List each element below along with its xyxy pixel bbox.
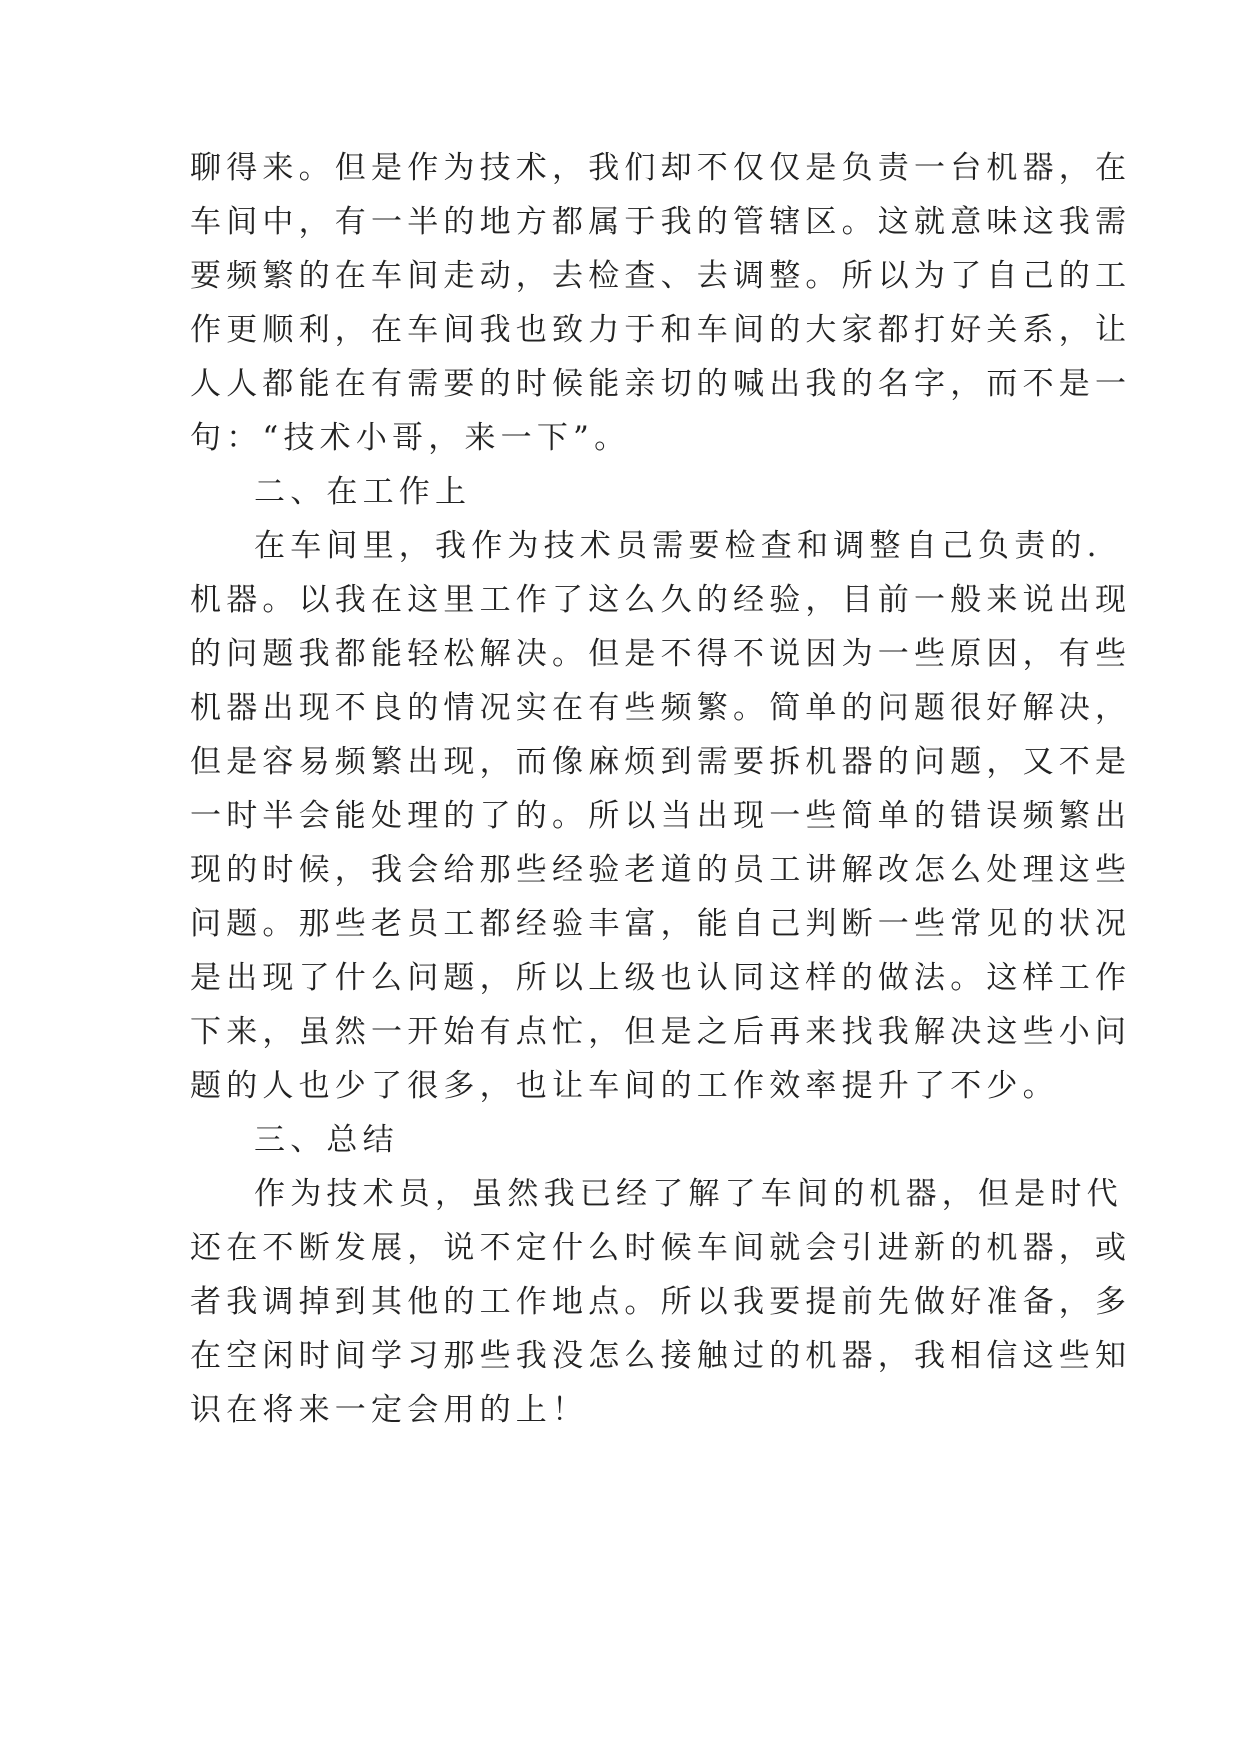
paragraph-line: 现的时候，我会给那些经验老道的员工讲解改怎么处理这些 <box>190 852 1132 888</box>
paragraph-line: 车间中，有一半的地方都属于我的管辖区。这就意味这我需 <box>190 204 1132 240</box>
paragraph-line: 人人都能在有需要的时候能亲切的喊出我的名字，而不是一 <box>190 366 1132 402</box>
paragraph-line: 识在将来一定会用的上！ <box>190 1392 589 1428</box>
paragraph-line: 在车间里，我作为技术员需要检查和调整自己负责的. <box>254 528 1102 564</box>
paragraph-line: 聊得来。但是作为技术，我们却不仅仅是负责一台机器，在 <box>190 150 1132 186</box>
section-heading: 三、总结 <box>254 1122 399 1158</box>
paragraph-line: 下来，虽然一开始有点忙，但是之后再来找我解决这些小问 <box>190 1014 1132 1050</box>
paragraph-line: 在空闲时间学习那些我没怎么接触过的机器，我相信这些知 <box>190 1338 1132 1374</box>
paragraph-line: 机器出现不良的情况实在有些频繁。简单的问题很好解决， <box>190 690 1132 726</box>
paragraph-line: 一时半会能处理的了的。所以当出现一些简单的错误频繁出 <box>190 798 1132 834</box>
paragraph-line: 题的人也少了很多，也让车间的工作效率提升了不少。 <box>190 1068 1059 1104</box>
paragraph-line: 句：“技术小哥，来一下”。 <box>190 420 631 456</box>
paragraph-line: 问题。那些老员工都经验丰富，能自己判断一些常见的状况 <box>190 906 1132 942</box>
section-heading: 二、在工作上 <box>254 474 472 510</box>
paragraph-line: 要频繁的在车间走动，去检查、去调整。所以为了自己的工 <box>190 258 1132 294</box>
paragraph-line: 者我调掉到其他的工作地点。所以我要提前先做好准备，多 <box>190 1284 1132 1320</box>
paragraph-line: 是出现了什么问题，所以上级也认同这样的做法。这样工作 <box>190 960 1132 996</box>
paragraph-line: 作为技术员，虽然我已经了解了车间的机器，但是时代 <box>254 1176 1123 1212</box>
paragraph-line: 作更顺利，在车间我也致力于和车间的大家都打好关系，让 <box>190 312 1132 348</box>
paragraph-line: 机器。以我在这里工作了这么久的经验，目前一般来说出现 <box>190 582 1132 618</box>
paragraph-line: 的问题我都能轻松解决。但是不得不说因为一些原因，有些 <box>190 636 1132 672</box>
paragraph-line: 但是容易频繁出现，而像麻烦到需要拆机器的问题，又不是 <box>190 744 1132 780</box>
paragraph-line: 还在不断发展，说不定什么时候车间就会引进新的机器，或 <box>190 1230 1132 1266</box>
